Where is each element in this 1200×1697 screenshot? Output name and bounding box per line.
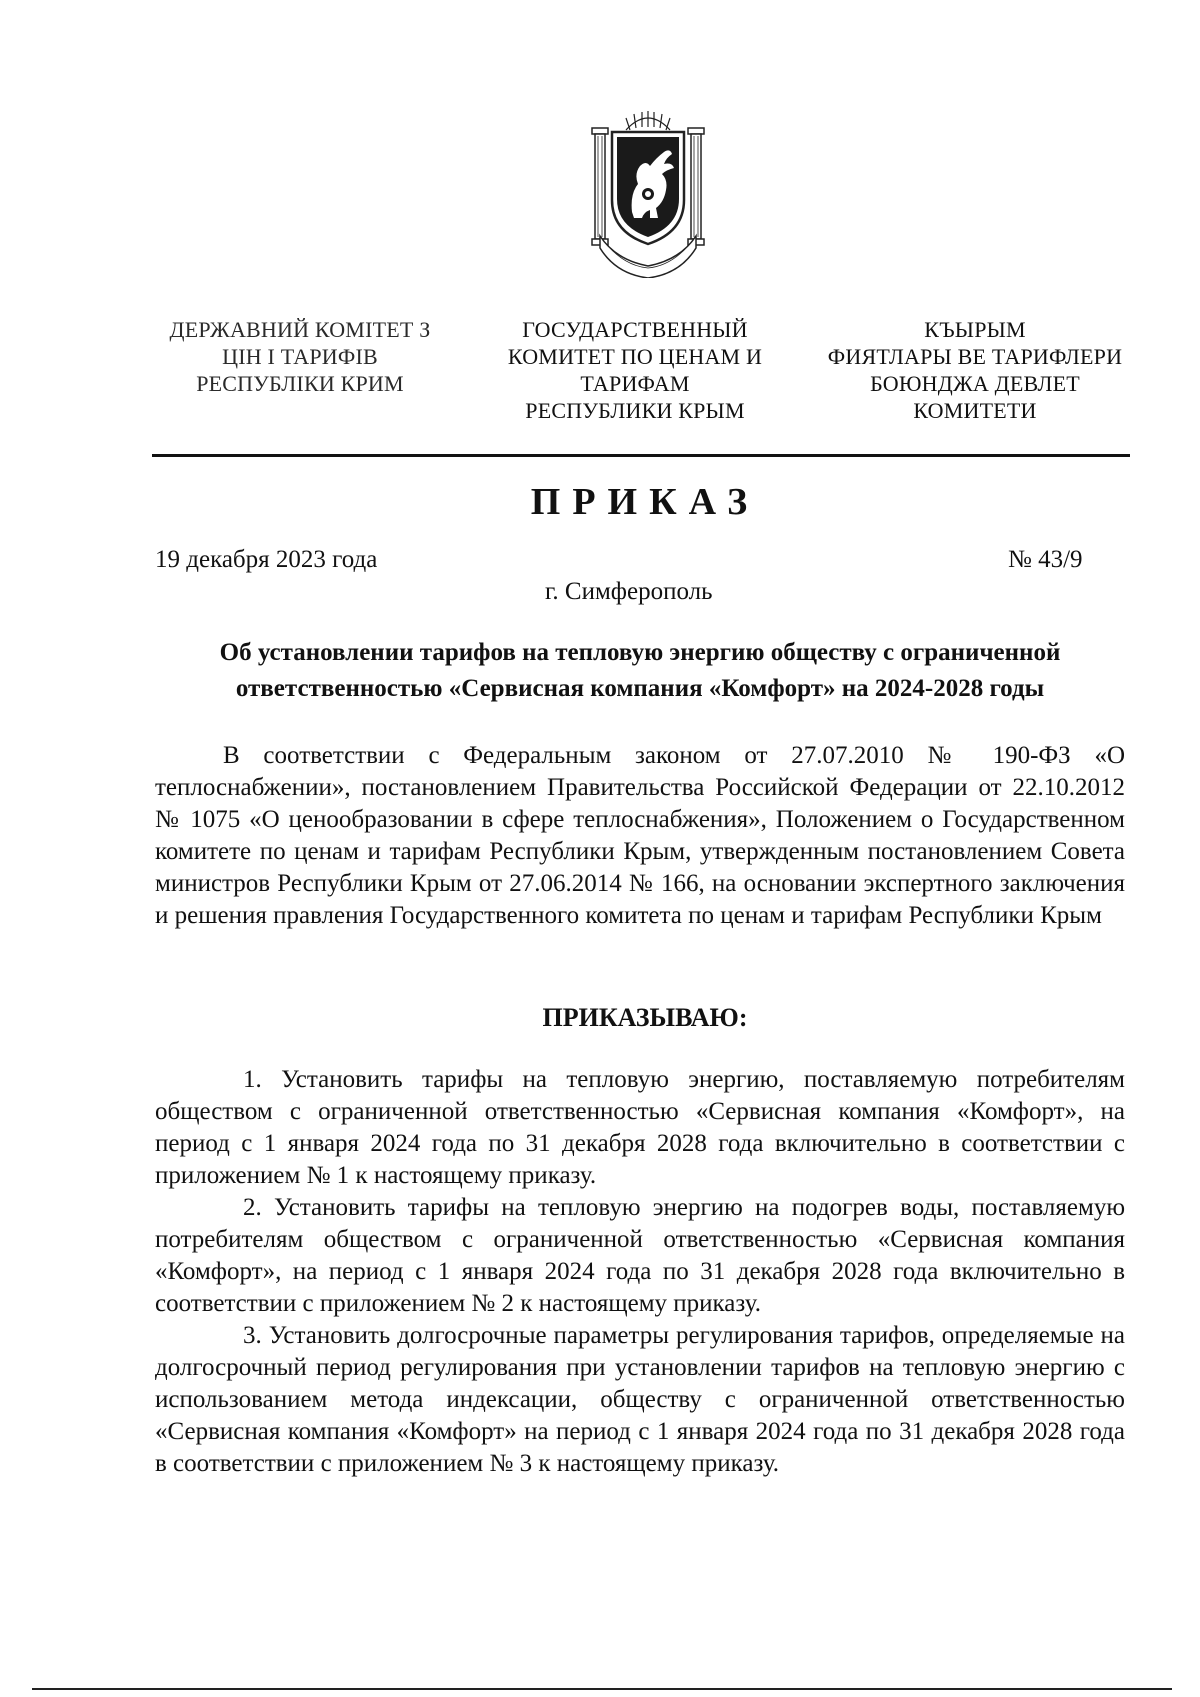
order-heading: ПРИКАЗЫВАЮ: (542, 1003, 748, 1032)
issuer-header (150, 316, 1130, 424)
order-item-1: 1. Установить тарифы на тепловую энергию, поставляемую потребителям обществом с ограниченной ответственностью «Сервисная компания «Комфорт», на период с 1 января 2024 года по 31 декабря 2028 года включительно в соответствии с приложением № 1 к настоящему приказу. (155, 1066, 1125, 1189)
document-city: г. Симферополь (545, 578, 713, 605)
order-item-3: 3. Установить долгосрочные параметры регулирования тарифов, определяемые на долгосрочный период регулирования при установлении тарифов на тепловую энергию с использованием метода индексации, обществу с ограниченной ответственностью «Сервисная компания «Комфорт» на период с 1 января 2024 года по 31 декабря 2028 года в соответствии с приложением № 3 к настоящему приказу. (155, 1322, 1125, 1477)
header-divider (152, 454, 1130, 457)
document-number: № 43/9 (1008, 546, 1083, 573)
order-items (155, 1064, 1125, 1480)
issuer-name-ukrainian: ДЕРЖАВНИЙ КОМІТЕТ З ЦІН І ТАРИФІВ РЕСПУБЛІКИ КРИМ (169, 317, 431, 396)
page-bottom-line (32, 1688, 1172, 1690)
issuer-name-crimean-tatar: КЪЫРЫМ ФИЯТЛАРЫ ВЕ ТАРИФЛЕРИ БОЮНДЖА ДЕВЛЕТ КОМИТЕТИ (827, 317, 1123, 423)
document-date: 19 декабря 2023 года (155, 546, 378, 573)
issuer-name-russian: ГОСУДАРСТВЕННЫЙ КОМИТЕТ ПО ЦЕНАМ И ТАРИФАМ РЕСПУБЛИКИ КРЫМ (507, 317, 763, 423)
crimea-coat-of-arms-icon (586, 108, 710, 278)
document-subject: Об установлении тарифов на тепловую энергию обществу с ограниченной ответственностью «Сервисная компания «Комфорт» на 2024-2028 годы (219, 639, 1061, 702)
order-item-2: 2. Установить тарифы на тепловую энергию на подогрев воды, поставляемую потребителям обществом с ограниченной ответственностью «Сервисная компания «Комфорт», на период с 1 января 2024 года по 31 декабря 2028 года включительно в соответствии с приложением № 2 к настоящему приказу. (155, 1194, 1125, 1317)
document-title: ПРИКАЗ (530, 481, 760, 523)
preamble-paragraph: В соответствии с Федеральным законом от 27.07.2010 № 190-ФЗ «О теплоснабжении», постановлением Правительства Российской Федерации от 22.10.2012 № 1075 «О ценообразовании в сфере теплоснабжения», Положением о Государственном комитете по ценам и тарифам Республики Крым, утвержденным постановлением Совета министров Республики Крым от 27.06.2014 № 166, на основании экспертного заключения и решения правления Государственного комитета по ценам и тарифам Республики Крым (155, 742, 1125, 929)
